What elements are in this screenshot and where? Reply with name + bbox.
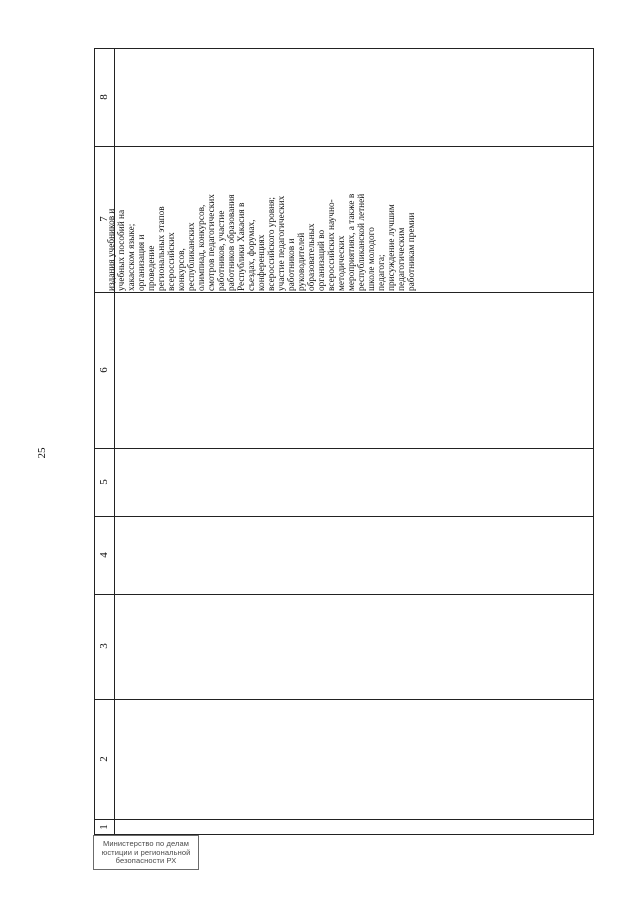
column7-line: присуждение лучшим xyxy=(387,204,397,291)
column7-line: руководителей xyxy=(297,232,307,291)
column7-line: организация и xyxy=(137,234,147,291)
column7-line: региональных этапов xyxy=(157,206,167,291)
table-border-left xyxy=(94,48,95,835)
column7-line: педагогическим xyxy=(397,227,407,291)
column7-line: мероприятиях, а также в xyxy=(347,193,357,291)
column7-line: Республики Хакасия в xyxy=(237,202,247,291)
column7-line: школе молодого xyxy=(367,227,377,291)
column-number-8: 8 xyxy=(98,94,110,100)
column7-line: работников, участие xyxy=(217,210,227,291)
column7-line: республиканской летней xyxy=(357,193,367,291)
column7-line: конкурсов, xyxy=(177,248,187,291)
row-separator xyxy=(94,699,594,700)
column7-line: организаций во xyxy=(317,229,327,291)
column-number-3: 3 xyxy=(98,643,110,649)
column7-line: образовательных xyxy=(307,223,317,291)
page-number: 25 xyxy=(36,447,48,459)
column7-line: методических xyxy=(337,235,347,291)
stamp-line: Министерство по делам xyxy=(103,839,189,849)
column7-line: олимпиад, конкурсов, xyxy=(197,204,207,291)
column7-line: всероссийского уровня; xyxy=(267,197,277,291)
rotated-table xyxy=(94,48,594,835)
row-separator xyxy=(94,146,594,147)
table-border-right xyxy=(593,48,594,835)
column-number-2: 2 xyxy=(98,756,110,762)
column7-line: работников образования xyxy=(227,194,237,291)
column-number-6: 6 xyxy=(98,367,110,373)
stamp-line: юстиции и региональной xyxy=(101,847,191,857)
column7-cell-text xyxy=(107,152,417,548)
row-separator xyxy=(94,594,594,595)
column-number-4: 4 xyxy=(98,552,110,558)
column7-line: хакасском языке; xyxy=(127,223,137,291)
column7-line: всероссийских xyxy=(167,232,177,291)
column7-line: учебных пособий на xyxy=(117,209,127,291)
row-separator xyxy=(94,819,594,820)
column-number-7: 7 xyxy=(98,216,110,222)
table-border-top xyxy=(94,48,594,49)
column7-line: педагога; xyxy=(377,254,387,291)
column-number-5: 5 xyxy=(98,479,110,485)
column-number-1: 1 xyxy=(98,824,110,830)
column7-line: всероссийских научно- xyxy=(327,199,337,291)
column7-line: участие педагогических xyxy=(277,195,287,291)
column7-line: издания учебников и xyxy=(107,208,117,291)
column7-line: проведение xyxy=(147,245,157,291)
column7-line: работников и xyxy=(287,238,297,291)
column7-line: республиканских xyxy=(187,222,197,291)
ministry-stamp xyxy=(93,835,199,870)
column7-line: съездах, форумах, xyxy=(247,219,257,291)
stamp-line: безопасности РХ xyxy=(115,856,177,866)
column7-line: работникам премии xyxy=(407,212,417,291)
column7-line: конференциях xyxy=(257,234,267,291)
column7-line: смотров педагогических xyxy=(207,194,217,291)
